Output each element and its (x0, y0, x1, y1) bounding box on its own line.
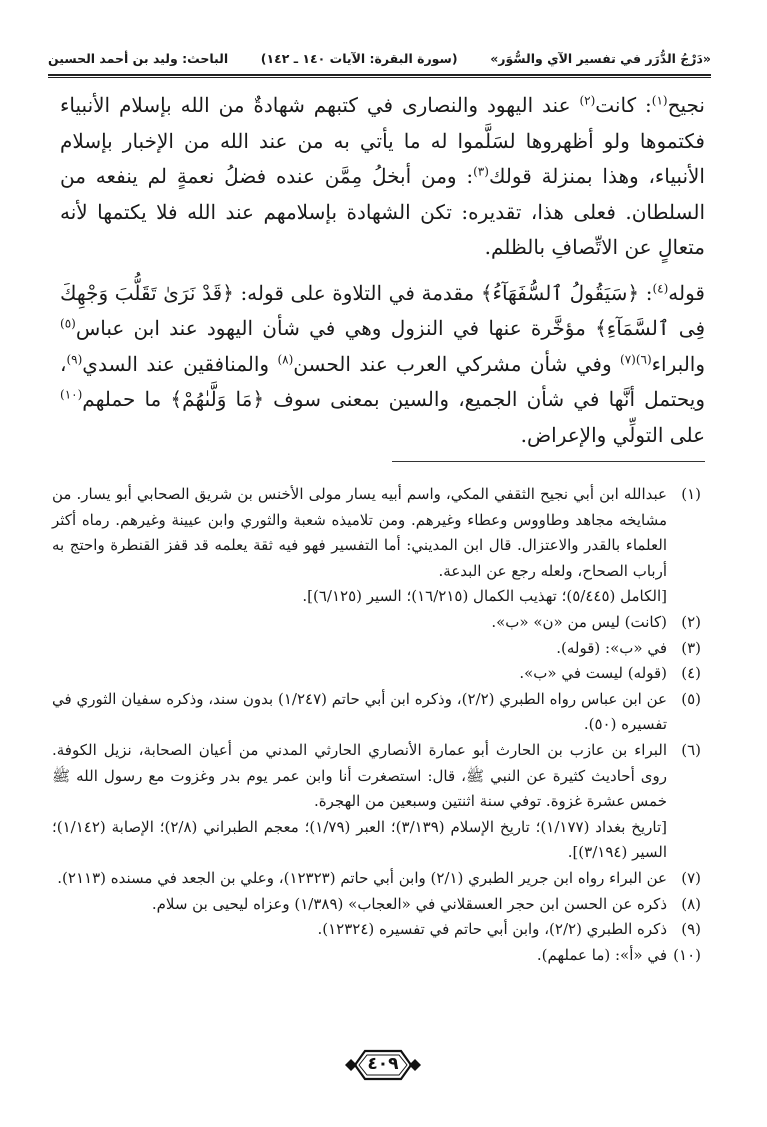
footnote-text: في «ب»: (قوله). (556, 638, 667, 657)
footnote-number: (٢) (681, 612, 701, 631)
section-title: (سورة البقرة: الآيات ١٤٠ ـ ١٤٢) (260, 50, 458, 66)
footnote-number: (٩) (681, 920, 701, 939)
footnote-text: ذكره الطبري (٢/٢)، وابن أبي حاتم في تفسيره (١٢٣٢٤). (317, 920, 667, 939)
text-run: : ومن أبخلُ مِمَّن عنده فضلُ نعمةٍ لم ينفعه من السلطان. فعلى هذا، تقديره: تكن الشهادة بإسلامهم عند الله فلا يكتمها لأنه متعالٍ عن الاتِّصافِ بالظلم. (60, 164, 705, 259)
footnote-text: [تاريخ بغداد (١/١٧٧)؛ تاريخ الإسلام (٣/١٣٩)؛ العبر (١/٧٩)؛ معجم الطبراني (٢/٨)؛ الإصابة (١/١٤٢)؛ السير (٣/١٩٤)]. (52, 817, 667, 862)
text-run: قوله (668, 280, 705, 305)
text-run: : كانت (595, 93, 652, 117)
footnote-item (52, 917, 701, 943)
footnote-text: عبدالله ابن أبي نجيح الثقفي المكي، واسم أبيه يسار مولى الأخنس بن شريق الصحابي أبو يسار. من مشايخه مجاهد وطاووس وعطاء وغيرهم. ومن تلاميذه شعبة والثوري وابن عيينة وغيرهم. رماه أكثر العلماء بالقدر والاعتزال. قال ابن المديني: أما التفسير فهو فيه ثقة يعلمه قد قفز القنطرة واحتج به أرباب الصحاح، ولعله رجع عن البدعة. (52, 485, 667, 580)
page-header (48, 44, 711, 72)
footnote-number: (١٠) (673, 945, 701, 964)
page-number: ٤٠٩ (367, 1054, 399, 1074)
book-title: «دَرْجُ الدُّرَر في تفسير الآي والسُّوَر» (490, 50, 711, 66)
footnote-item (52, 943, 701, 969)
footnote-text: (كانت) ليس من «ن» «ب». (491, 612, 667, 631)
main-text (60, 88, 705, 453)
footnote-number: (٧) (681, 868, 701, 887)
footnote-number: (٤) (681, 664, 701, 683)
footnote-number: (٥) (681, 689, 701, 708)
text-run: والمنافقين عند السدي (82, 351, 278, 376)
footnote-ref: (٤) (652, 280, 669, 295)
footnote-item (52, 610, 701, 636)
footnote-text: [الكامل (٥/٤٤٥)؛ تهذيب الكمال (١٦/٢١٥)؛ السير (٦/١٢٥)]. (302, 587, 667, 606)
text-run: عند اليهود والنصارى في كتبهم شهادةٌ من الله بإسلام الأنبياء فكتموها ولو أظهروها لسَلَّموا له ما يأتي به من عند الله من الإخبار بإسلام الأنبياء، وهذا بمنزلة قولك (60, 93, 705, 188)
footnote-ref: (٥) (60, 316, 76, 331)
footnote-number: (٦) (681, 740, 701, 759)
footnote-text: عن البراء رواه ابن جرير الطبري (٢/١) وابن أبي حاتم (١٢٣٢٣)، وعلي بن الجعد في مسنده (٢١١٣). (57, 868, 667, 887)
text-run: نجيح (667, 93, 705, 117)
footnote-ref: (٦)(٧) (620, 351, 652, 366)
text-run: وفي شأن مشركي العرب عند الحسن (293, 351, 620, 376)
footnote-text: عن ابن عباس رواه الطبري (٢/٢)، وذكره ابن أبي حاتم (١/٢٤٧) بدون سند، وذكره سفيان الثوري في تفسيره (٥٠). (52, 689, 668, 734)
footnote-ref: (٨) (277, 351, 294, 366)
text-run: والبراء (651, 351, 705, 376)
footnote-number: (٨) (681, 894, 701, 913)
text-run: : ﴿سَيَقُولُ ٱلسُّفَهَآءُ﴾ مقدمة في التلاوة على قوله: ﴿قَدْ نَرَىٰ تَقَلُّبَ وَجْهِكَ فِى ٱلسَّمَآءِ﴾ مؤخَّرة عنها في النزول وهي في شأن اليهود عند ابن عباس (60, 280, 705, 340)
footnote-text: البراء بن عازب بن الحارث أبو عمارة الأنصاري الحارثي المدني من أعيان الصحابة، نزيل الكوفة. روى أحاديث كثيرة عن النبي ﷺ، قال: استصغرت أنا وابن عمر يوم بدر وغزوت مع رسول الله ﷺ خمس عشرة غزوة. توفي سنة اثنتين وسبعين من الهجرة. (52, 740, 667, 811)
header-divider (48, 74, 711, 76)
footnote-ref: (١) (651, 93, 668, 108)
footnote-text: في «أ»: (ما عملهم). (536, 945, 667, 964)
footnote-item (52, 866, 701, 892)
footnote-item (52, 636, 701, 662)
footnote-text: ذكره عن الحسن ابن حجر العسقلاني في «العجاب» (١/٣٨٩) وعزاه ليحيى بن سلام. (151, 894, 667, 913)
footnote-divider (392, 461, 705, 462)
footnotes (52, 482, 701, 968)
header-divider-thin (48, 77, 711, 78)
footnote-ref: (١٠) (60, 387, 83, 402)
footnote-text: (قوله) ليست في «ب». (519, 664, 667, 683)
footnote-ref: (٣) (473, 164, 489, 179)
body-paragraph-1 (60, 88, 705, 266)
footnote-number: (٣) (681, 638, 701, 657)
text-run: ، ويحتمل أنَّها في شأن الجميع، والسين بمعنى سوف ﴿مَا وَلَّىٰهُمْ﴾ ما حملهم (60, 351, 705, 411)
footnote-ref: (٩) (66, 351, 83, 366)
page-number-ornament (345, 1048, 421, 1082)
footnote-item (52, 482, 701, 610)
researcher-name: الباحث: وليد بن أحمد الحسين (48, 50, 229, 66)
body-paragraph-2 (60, 276, 705, 454)
footnote-number: (١) (681, 485, 701, 503)
text-run: على التولِّي والإعراض. (520, 422, 705, 447)
footnote-item (52, 687, 701, 738)
footnote-item (52, 892, 701, 918)
footnote-ref: (٢) (579, 93, 596, 108)
footnote-item (52, 738, 701, 866)
footnote-item (52, 661, 701, 687)
